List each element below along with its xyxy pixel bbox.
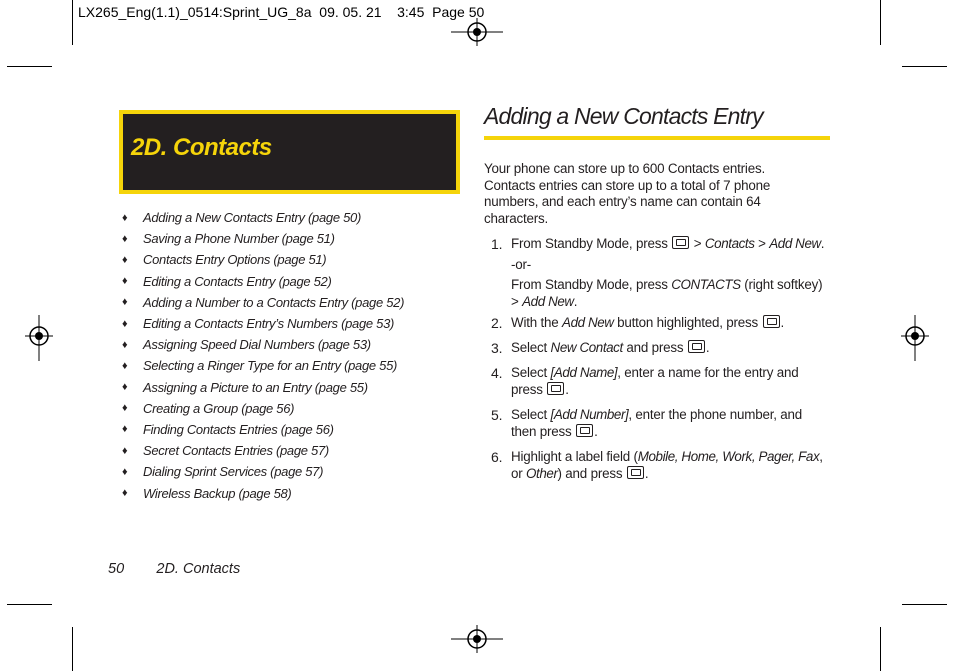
- toc-item[interactable]: [122, 228, 404, 249]
- toc-item-label: Assigning Speed Dial Numbers (page 53): [143, 337, 371, 353]
- menu-path: Add New: [769, 236, 821, 251]
- steps-list: [484, 236, 829, 482]
- step-number: 3.: [491, 339, 503, 356]
- toc-item[interactable]: [122, 482, 404, 503]
- step-text: , enter a name for the entry and press: [511, 365, 799, 397]
- toc-item[interactable]: [122, 313, 404, 334]
- toc-item[interactable]: [122, 377, 404, 398]
- menu-path: Add New: [522, 293, 574, 309]
- step-3: [484, 340, 829, 357]
- step-6: [484, 449, 829, 482]
- bullet-diamond-icon: ♦: [122, 487, 128, 500]
- bullet-diamond-icon: ♦: [122, 402, 128, 415]
- crop-mark: [902, 66, 947, 67]
- menu-ok-key-icon: [547, 382, 564, 395]
- or-separator: -or-: [511, 256, 532, 272]
- toc-item-label: Selecting a Ringer Type for an Entry (page 55): [143, 358, 398, 374]
- section-title: 2D. Contacts: [131, 134, 272, 161]
- bullet-diamond-icon: ♦: [122, 423, 128, 436]
- bullet-diamond-icon: ♦: [122, 275, 128, 288]
- toc-item-label: Adding a New Contacts Entry (page 50): [143, 210, 361, 226]
- toc-item-label: Adding a Number to a Contacts Entry (page 52): [143, 294, 405, 310]
- page-number: 50: [108, 561, 125, 577]
- toc-item-label: Assigning a Picture to an Entry (page 55): [143, 379, 368, 395]
- bullet-diamond-icon: ♦: [122, 211, 128, 224]
- menu-path: Contacts: [704, 236, 755, 251]
- step-text: , enter the phone number, and then press: [511, 407, 802, 439]
- registration-mark-icon: [901, 315, 929, 361]
- toc-item[interactable]: [122, 334, 404, 355]
- toc-item[interactable]: [122, 249, 404, 270]
- bullet-diamond-icon: ♦: [122, 381, 128, 394]
- menu-path: CONTACTS: [671, 277, 741, 292]
- step-text: From Standby Mode, press: [511, 277, 672, 292]
- step-text: (right softkey): [740, 277, 823, 292]
- step-number: 1.: [491, 236, 503, 252]
- step-text: Select: [511, 365, 551, 380]
- step-text: ) and press: [557, 465, 626, 481]
- step-number: 6.: [491, 449, 503, 465]
- toc-item-label: Secret Contacts Entries (page 57): [143, 443, 329, 459]
- step-5: [484, 407, 829, 440]
- step-number: 4.: [491, 365, 503, 381]
- bullet-diamond-icon: ♦: [122, 317, 128, 330]
- toc-item[interactable]: [122, 271, 404, 292]
- step-1: [484, 236, 829, 310]
- toc-item-label: Dialing Sprint Services (page 57): [143, 464, 324, 480]
- crop-mark: [880, 0, 881, 45]
- toc-item-label: Creating a Group (page 56): [143, 400, 295, 416]
- menu-path: New Contact: [550, 339, 623, 355]
- bullet-diamond-icon: ♦: [122, 444, 128, 457]
- step-text: .: [565, 381, 569, 397]
- step-text: Select: [511, 339, 551, 355]
- step-text: >: [690, 236, 705, 251]
- toc-item[interactable]: [122, 398, 404, 419]
- menu-path: Mobile, Home, Work, Pager, Fax: [637, 449, 820, 464]
- step-alt-text: [511, 277, 829, 310]
- bullet-diamond-icon: ♦: [122, 359, 128, 372]
- footer-section: 2D. Contacts: [156, 561, 241, 577]
- menu-path: Other: [526, 465, 558, 481]
- toc-item[interactable]: [122, 419, 404, 440]
- step-text: , or: [511, 449, 823, 481]
- registration-mark-icon: [25, 315, 53, 361]
- bullet-diamond-icon: ♦: [122, 296, 128, 309]
- menu-ok-key-icon: [763, 315, 780, 328]
- menu-path: Add New: [562, 315, 614, 330]
- step-text: >: [511, 293, 523, 309]
- step-text: .: [705, 339, 710, 355]
- step-text: .: [820, 236, 825, 251]
- page-footer: [108, 561, 240, 577]
- menu-ok-key-icon: [672, 236, 689, 249]
- toc-item-label: Wireless Backup (page 58): [143, 485, 292, 501]
- crop-mark: [7, 66, 52, 67]
- toc-item-label: Saving a Phone Number (page 51): [143, 231, 335, 247]
- step-text: button highlighted, press: [613, 315, 762, 330]
- menu-path: [Add Number]: [550, 407, 629, 422]
- toc-item-label: Editing a Contacts Entry’s Numbers (page 53): [143, 316, 395, 332]
- toc-item[interactable]: [122, 461, 404, 482]
- toc-item-label: Finding Contacts Entries (page 56): [143, 421, 334, 437]
- step-text: Select: [511, 407, 551, 422]
- toc-item-label: Editing a Contacts Entry (page 52): [143, 273, 332, 289]
- crop-mark: [880, 627, 881, 671]
- step-4: [484, 365, 829, 398]
- toc-item[interactable]: [122, 440, 404, 461]
- printer-slug: LX265_Eng(1.1)_0514:Sprint_UG_8a 09. 05. 21 3:45 Page 50: [78, 4, 485, 20]
- step-2: [484, 315, 829, 332]
- menu-ok-key-icon: [688, 340, 705, 353]
- bullet-diamond-icon: ♦: [122, 232, 128, 245]
- section-toc: [122, 207, 404, 504]
- crop-mark: [902, 604, 947, 605]
- bullet-diamond-icon: ♦: [122, 465, 128, 478]
- step-text: From Standby Mode, press: [511, 236, 672, 251]
- menu-path: [Add Name]: [550, 365, 618, 380]
- toc-item[interactable]: [122, 355, 404, 376]
- step-text: >: [754, 236, 770, 251]
- bullet-diamond-icon: ♦: [122, 253, 128, 266]
- step-text: With the: [511, 315, 563, 330]
- heading-rule: [484, 136, 830, 140]
- step-number: 5.: [491, 407, 503, 423]
- step-text: Highlight a label field (: [511, 449, 638, 464]
- toc-item[interactable]: [122, 207, 404, 228]
- crop-mark: [72, 0, 73, 45]
- registration-mark-icon: [451, 18, 503, 46]
- step-text: .: [644, 465, 649, 481]
- menu-ok-key-icon: [576, 424, 593, 437]
- crop-mark: [72, 627, 73, 671]
- step-text: .: [573, 293, 578, 309]
- registration-mark-icon: [451, 625, 503, 653]
- step-number: 2.: [491, 315, 503, 331]
- page-heading: Adding a New Contacts Entry: [484, 103, 763, 129]
- crop-mark: [7, 604, 52, 605]
- step-text: .: [594, 423, 598, 439]
- toc-item-label: Contacts Entry Options (page 51): [143, 252, 327, 268]
- toc-item[interactable]: [122, 292, 404, 313]
- step-text: .: [780, 315, 785, 330]
- step-text: and press: [622, 339, 687, 355]
- menu-ok-key-icon: [627, 466, 644, 479]
- intro-paragraph: Your phone can store up to 600 Contacts entries. Contacts entries can store up to a total of 7 phone numbers, and each entry’s name can contain 64 characters.: [484, 161, 771, 226]
- bullet-diamond-icon: ♦: [122, 338, 128, 351]
